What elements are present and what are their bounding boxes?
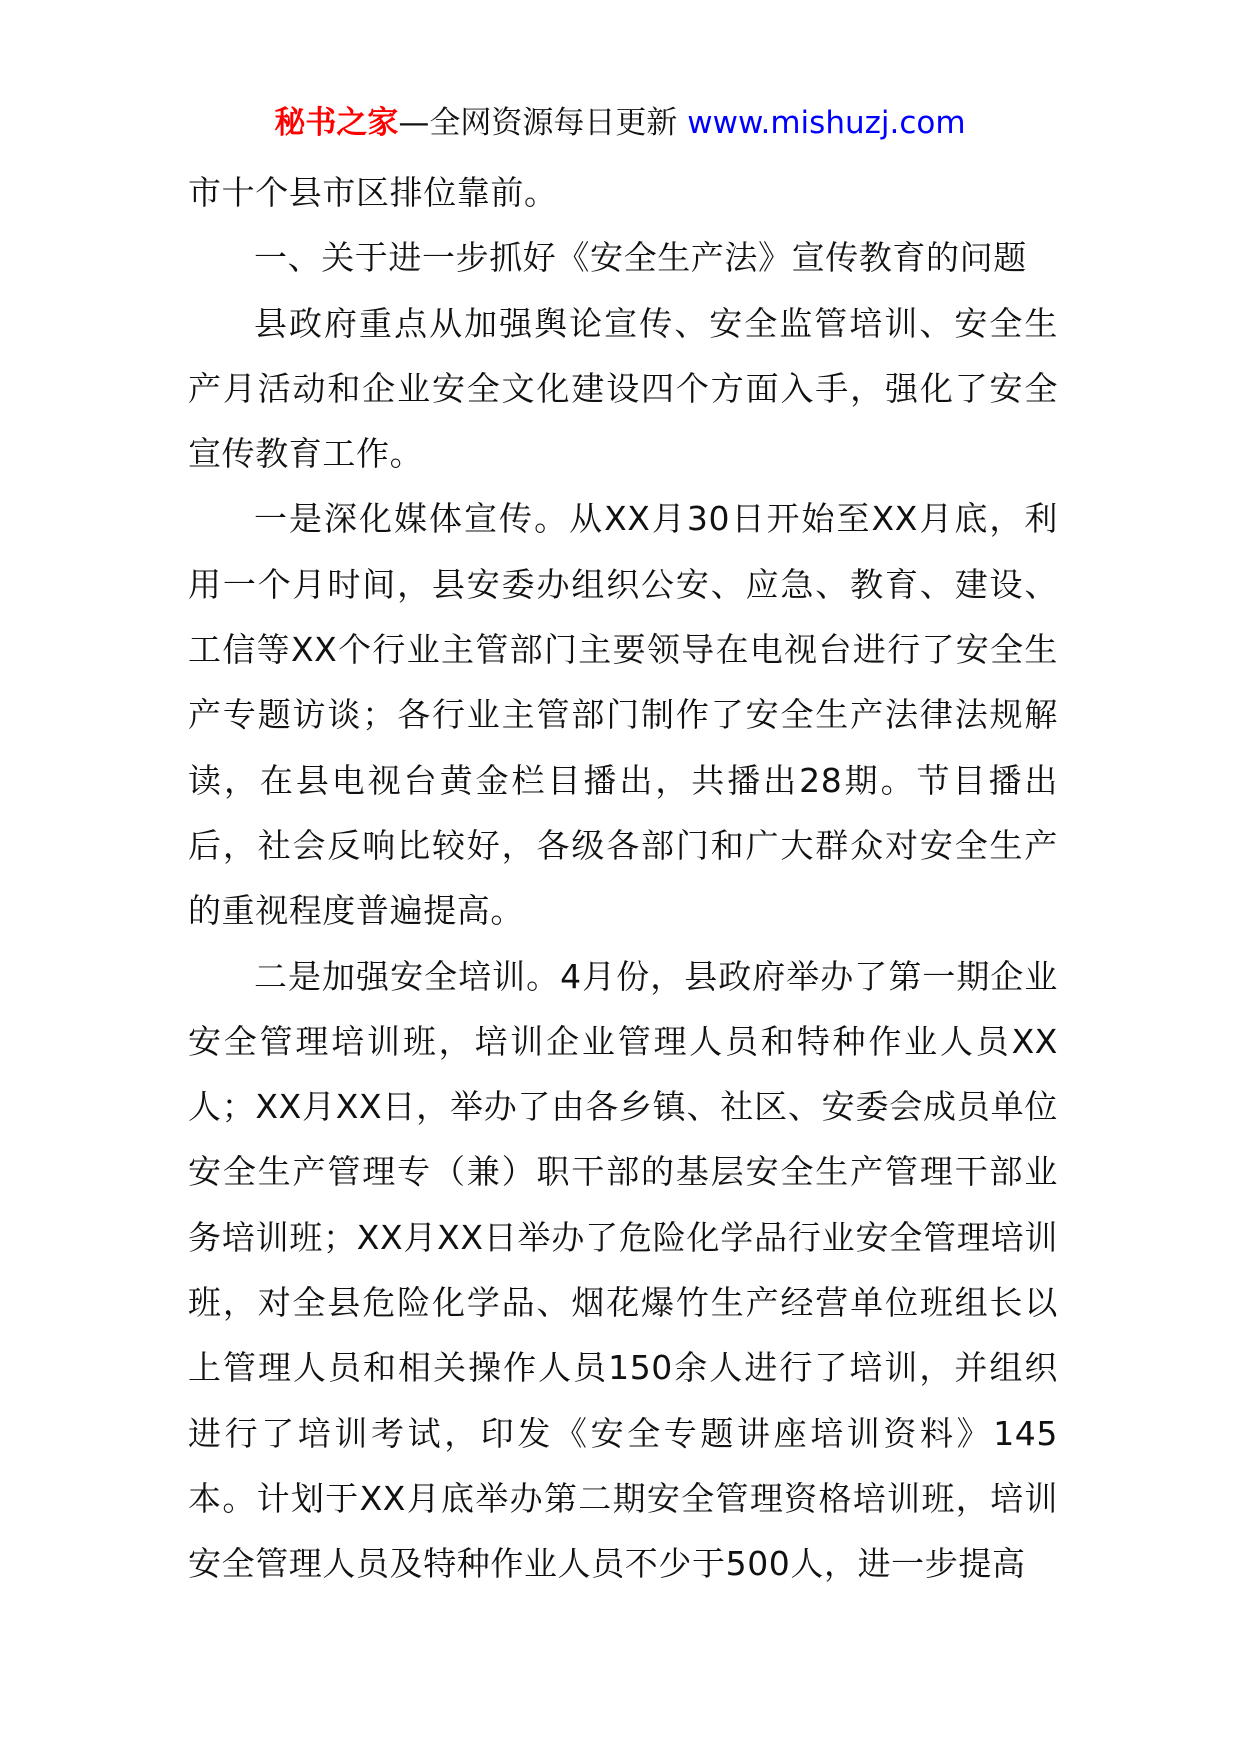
paragraph: 二是加强安全培训。4月份，县政府举办了第一期企业安全管理培训班，培训企业管理人员和特种作业人员XX人；XX月XX日，举办了由各乡镇、社区、安委会成员单位安全生产管理专（兼）职干部的基层安全生产管理干部业务培训班；XX月XX日举办了危险化学品行业安全管理培训班，对全县危险化学品、烟花爆竹生产经营单位班组长以上管理人员和相关操作人员150余人进行了培训，并组织进行了培训考试，印发《安全专题讲座培训资料》145本。计划于XX月底举办第二期安全管理资格培训班，培训安全管理人员及特种作业人员不少于500人，进一步提高 [188,956,1058,1584]
paragraph: 一是深化媒体宣传。从XX月30日开始至XX月底，利用一个月时间，县安委办组织公安、应急、教育、建设、工信等XX个行业主管部门主要领导在电视台进行了安全生产专题访谈；各行业主管部门制作了安全生产法律法规解读，在县电视台黄金栏目播出，共播出28期。节目播出后，社会反响比较好，各级各部门和广大群众对安全生产的重视程度普遍提高。 [188,499,1058,931]
document-body [188,160,1058,1597]
paragraph: 县政府重点从加强舆论宣传、安全监管培训、安全生产月活动和企业安全文化建设四个方面入手，强化了安全宣传教育工作。 [188,303,1058,474]
section-heading: 一、关于进一步抓好《安全生产法》宣传教育的问题 [254,238,1027,278]
website-link[interactable]: www.mishuzj.com [687,105,966,141]
paragraph-continuation: 市十个县市区排位靠前。 [188,173,558,212]
header-tagline: —全网资源每日更新 [398,105,688,141]
brand-name: 秘书之家 [274,105,399,141]
watermark-header [0,101,1240,145]
